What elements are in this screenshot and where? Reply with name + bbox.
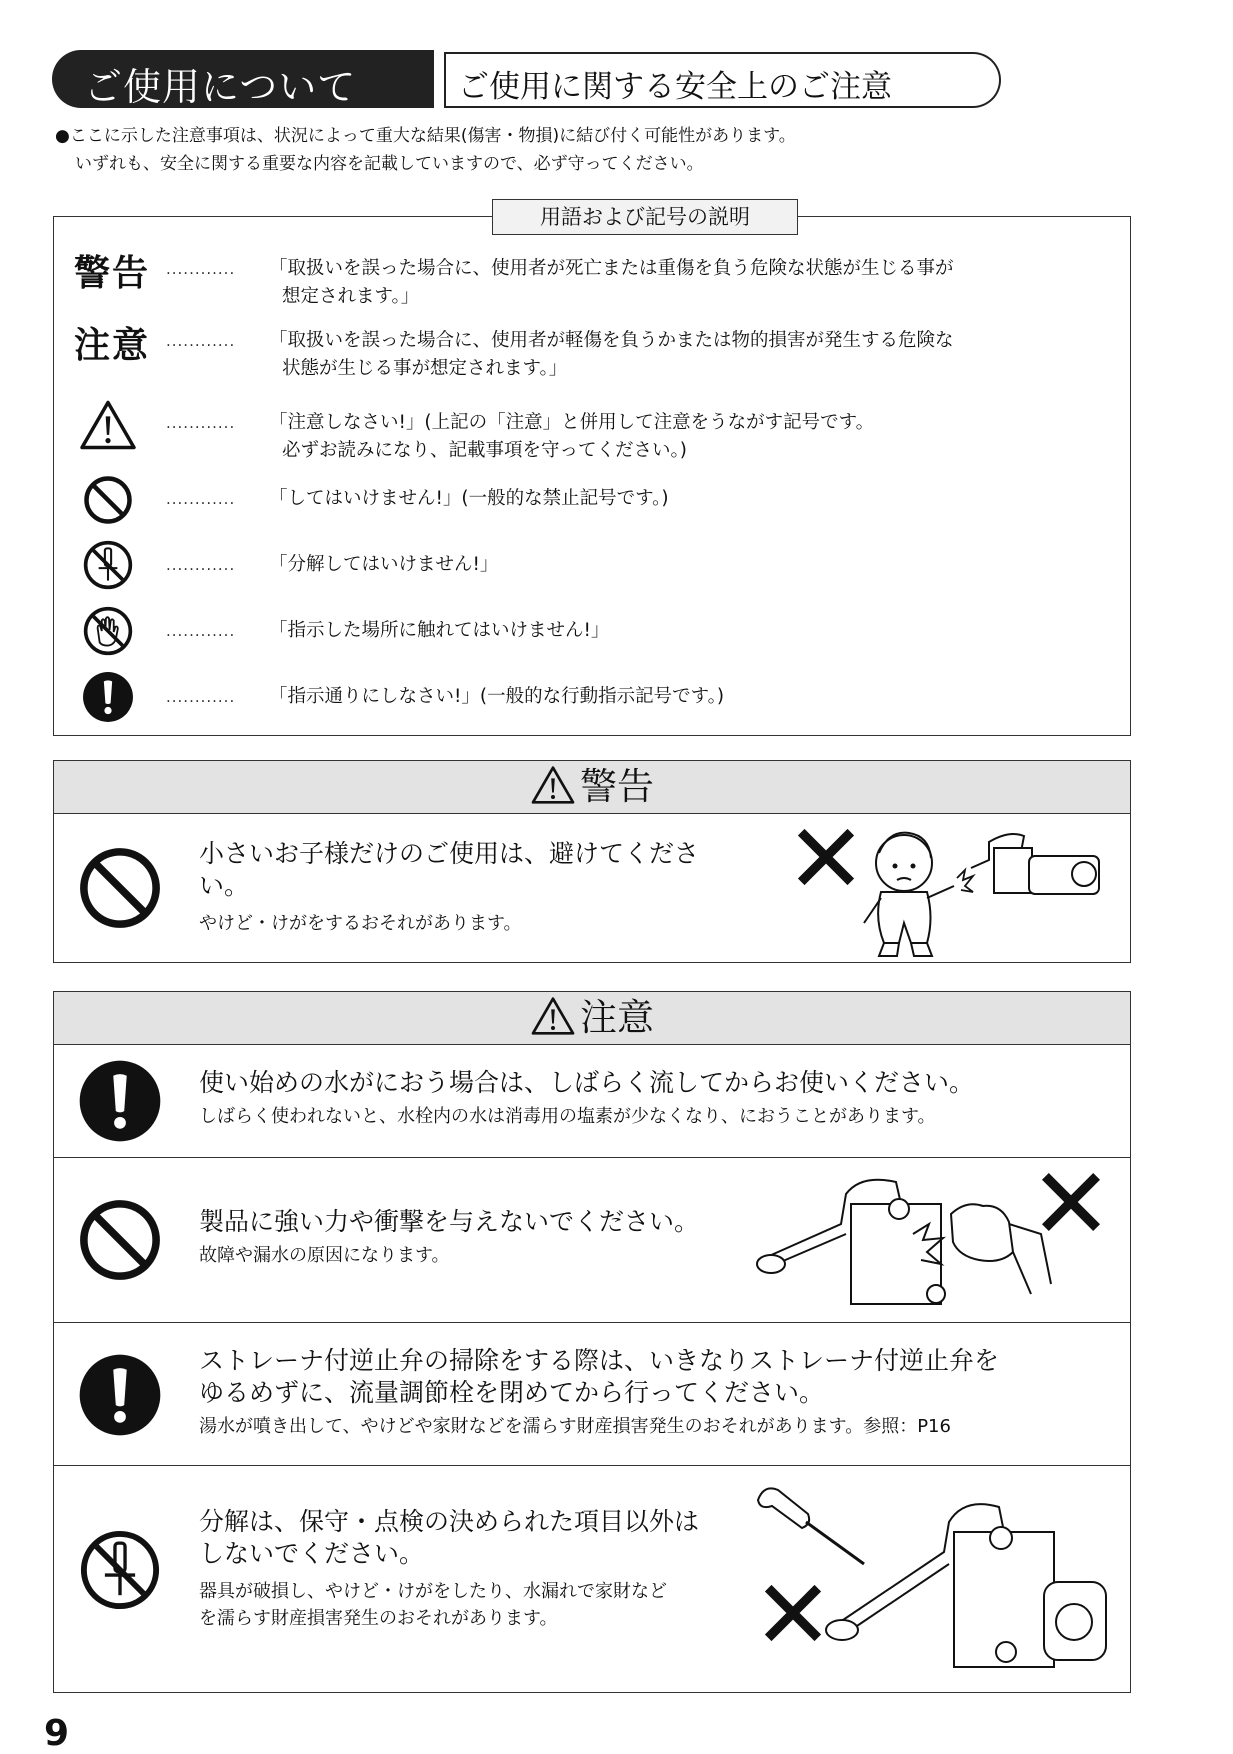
definition-line: 「取扱いを誤った場合に、使用者が軽傷を負うかまたは物的損害が発生する危険な [269,330,954,351]
warning-item-heading [199,838,699,902]
caution-triangle-icon [530,765,576,805]
heading-line: 使い始めの水がにおう場合は、しばらく流してからお使いください。 [199,1068,975,1097]
caution-item-detail [199,1413,951,1440]
leader-dots: ............ [166,556,236,574]
fist-hitting-faucet-illustration [751,1164,1121,1318]
warning-section [53,760,1131,963]
child-touching-faucet-illustration [789,818,1119,960]
detail-line: 湯水が噴き出して、やけどや家財などを濡らす財産損害発生のおそれがあります。参照：P16 [199,1416,951,1437]
definition-line: 「分解してはいけません!」 [269,554,499,575]
x-mark-icon [801,832,851,882]
mandatory-action-icon [78,1059,162,1143]
caution-item [54,1466,1130,1690]
warning-title: 警告 [580,765,654,808]
definition-line: 「指示した場所に触れてはいけません!」 [269,620,610,641]
page-header [52,50,1007,108]
legend-definition [269,551,498,579]
caution-item [54,1323,1130,1466]
legend-definition [269,409,874,465]
heading-line: ストレーナ付逆止弁の掃除をする際は、いきなりストレーナ付逆止弁を [199,1346,1000,1375]
caution-triangle-icon [79,399,137,451]
caution-header [54,992,1130,1045]
caution-triangle-icon [530,996,576,1036]
mandatory-action-icon [82,671,134,723]
caution-item-heading [199,1345,999,1409]
heading-line: 製品に強い力や衝撃を与えないでください。 [199,1207,700,1236]
caution-item-heading [199,1506,699,1570]
definition-line: 状態が生じる事が想定されます。」 [282,358,568,379]
detail-line: しばらく使われないと、水栓内の水は消毒用の塩素が少なくなり、におうことがあります。 [199,1106,936,1127]
section-tab [52,50,434,108]
mandatory-action-icon [78,1353,162,1437]
caution-item-detail [199,1242,450,1269]
intro-line-1: ●ここに示した注意事項は、状況によって重大な結果(傷害・物損)に結び付く可能性があります。 [55,126,796,146]
definition-line: 「取扱いを誤った場合に、使用者が死亡または重傷を負う危険な状態が生じる事が [269,258,954,279]
definition-line: 必ずお読みになり、記載事項を守ってください。) [282,440,687,461]
heading-line: い。 [199,871,250,900]
legend-definition [269,683,724,711]
heading-line: 小さいお子様だけのご使用は、避けてくださ [199,839,700,868]
legend-definition [269,617,609,645]
prohibition-icon [83,475,133,525]
warning-item [54,814,1130,962]
caution-item [54,1158,1130,1323]
warning-item-detail [199,910,522,937]
header-subtitle-box [444,52,1001,108]
caution-item-detail [199,1578,667,1632]
definition-line: 「注意しなさい!」(上記の「注意」と併用して注意をうながす記号です。 [269,412,875,433]
detail-line: 故障や漏水の原因になります。 [199,1245,450,1266]
detail-line: やけど・けがをするおそれがあります。 [199,913,522,934]
caution-item-detail [199,1103,936,1130]
legend-title: 用語および記号の説明 [492,199,798,235]
caution-item-heading [199,1206,699,1238]
heading-line: ゆるめずに、流量調節栓を閉めてから行ってください。 [199,1378,825,1407]
no-disassembly-icon [82,539,134,591]
detail-line: を濡らす財産損害発生のおそれがあります。 [199,1608,558,1629]
prohibition-icon [78,1198,162,1282]
prohibition-icon [78,846,162,930]
definition-line: 「指示通りにしなさい!」(一般的な行動指示記号です。) [269,686,725,707]
keikoku-term: 警告 [74,253,151,294]
section-tab-label: ご使用について [84,65,357,109]
heading-line: 分解は、保守・点検の決められた項目以外は [199,1507,700,1536]
detail-line: 器具が破損し、やけど・けがをしたり、水漏れで家財など [199,1581,667,1602]
legend-definition [269,485,669,513]
page-number: 9 [44,1713,70,1754]
heading-line: しないでください。 [199,1539,425,1568]
legend-box [53,205,1131,736]
no-touch-icon [82,605,134,657]
intro-line-2: いずれも、安全に関する重要な内容を記載していますので、必ず守ってください。 [75,154,704,174]
legend-definition [269,327,954,383]
legend-definition [269,255,954,311]
leader-dots: ............ [166,622,236,640]
intro-text [55,122,796,178]
definition-line: 「してはいけません!」(一般的な禁止記号です。) [269,488,669,509]
leader-dots: ............ [166,260,236,278]
leader-dots: ............ [166,414,236,432]
chuui-term: 注意 [74,325,151,366]
screwdriver-faucet-illustration [754,1472,1124,1684]
definition-line: 想定されます。」 [282,286,420,307]
caution-title: 注意 [580,996,654,1039]
leader-dots: ............ [166,490,236,508]
x-mark-icon [768,1588,818,1638]
caution-section [53,991,1131,1693]
page-title: ご使用に関する安全上のご注意 [458,69,892,105]
leader-dots: ............ [166,688,236,706]
warning-header [54,761,1130,814]
caution-item-heading [199,1067,974,1099]
caution-item [54,1045,1130,1158]
x-mark-icon [1045,1176,1096,1227]
leader-dots: ............ [166,332,236,350]
no-disassembly-icon [78,1528,162,1612]
